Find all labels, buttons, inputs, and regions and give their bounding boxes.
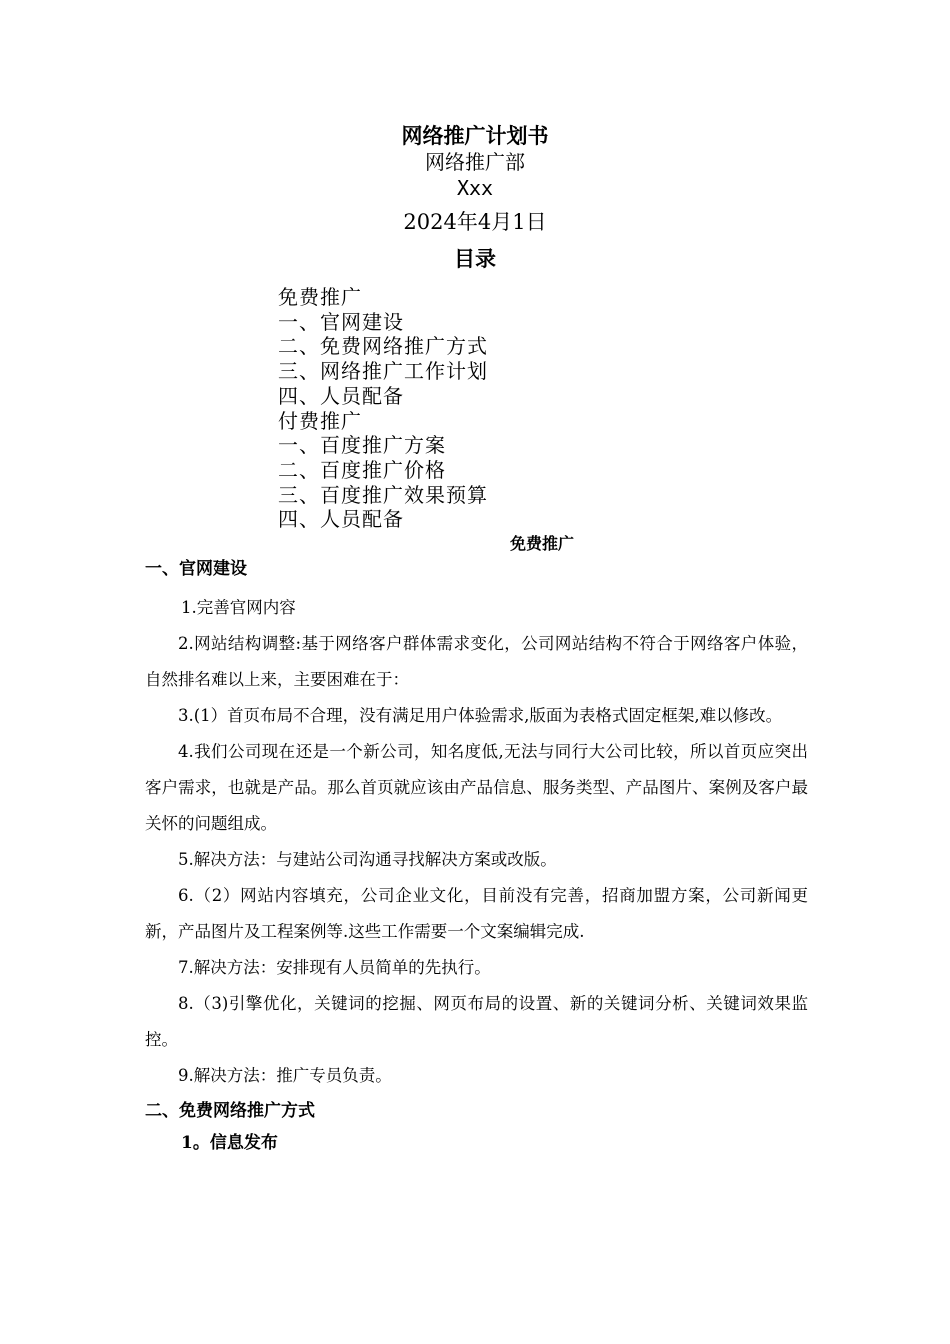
toc-item: 四、人员配备 xyxy=(278,383,404,408)
toc-item: 付费推广 xyxy=(278,408,362,433)
part-2-title: 二、免费网络推广方式 xyxy=(145,1101,315,1121)
paragraph: 3.(1）首页布局不合理，没有满足用户体验需求,版面为表格式固定框架,难以修改。 xyxy=(178,706,783,725)
document-body xyxy=(145,556,808,1156)
subheading: 1。信息发布 xyxy=(181,1133,278,1153)
toc-item: 一、百度推广方案 xyxy=(278,433,446,458)
paragraph: 6.（2）网站内容填充，公司企业文化，目前没有完善，招商加盟方案，公司新闻更新，产品图片及工程案例等.这些工作需要一个文案编辑完成. xyxy=(145,886,808,941)
document-title: 网络推广计划书 xyxy=(401,123,549,148)
paragraph: 4.我们公司现在还是一个新公司，知名度低,无法与同行大公司比较，所以首页应突出客户需求，也就是产品。那么首页就应该由产品信息、服务类型、产品图片、案例及客户最关怀的问题组成。 xyxy=(145,742,808,833)
document-date: 2024年4月1日 xyxy=(403,210,547,234)
toc-item: 三、百度推广效果预算 xyxy=(278,482,488,507)
section-heading: 免费推广 xyxy=(509,534,574,553)
paragraph: 9.解决方法：推广专员负责。 xyxy=(178,1066,392,1085)
table-of-contents xyxy=(278,285,488,532)
toc-item: 四、人员配备 xyxy=(278,507,404,532)
paragraph: 7.解决方法：安排现有人员简单的先执行。 xyxy=(178,958,491,977)
paragraph: 1.完善官网内容 xyxy=(181,598,296,617)
toc-item: 二、百度推广价格 xyxy=(278,457,446,482)
toc-item: 三、网络推广工作计划 xyxy=(278,359,488,384)
part-1-title: 一、官网建设 xyxy=(145,559,247,579)
paragraph: 5.解决方法：与建站公司沟通寻找解决方案或改版。 xyxy=(178,850,557,869)
author-name: Xxx xyxy=(456,176,494,200)
toc-item: 一、官网建设 xyxy=(278,309,404,334)
toc-item: 免费推广 xyxy=(278,285,362,309)
department-name: 网络推广部 xyxy=(425,150,525,174)
paragraph: 2.网站结构调整:基于网络客户群体需求变化，公司网站结构不符合于网络客户体验，自然排名难以上来，主要困难在于： xyxy=(145,634,808,689)
toc-heading: 目录 xyxy=(454,246,496,271)
paragraph: 8.（3)引擎优化，关键词的挖掘、网页布局的设置、新的关键词分析、关键词效果监控。 xyxy=(145,994,808,1049)
toc-item: 二、免费网络推广方式 xyxy=(278,334,488,359)
